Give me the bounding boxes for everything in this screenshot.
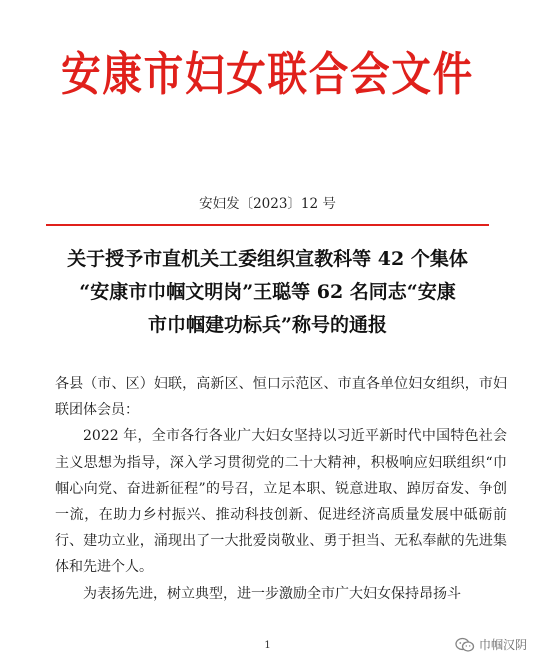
document-title: [34, 243, 501, 342]
addressee-paragraph: 各县（市、区）妇联，高新区、恒口示范区、市直各单位妇女组织，市妇联团体会员：: [55, 376, 507, 419]
document-title-line: 市巾帼建功标兵”称号的通报: [148, 314, 387, 336]
red-divider-line: [46, 224, 489, 226]
document-number: 安妇发〔2023〕12 号: [199, 196, 336, 212]
watermark-text: 巾帼汉阴: [478, 638, 527, 652]
document-body: [55, 371, 507, 607]
document-header-title: 安康市妇女联合会文件: [61, 47, 474, 101]
document-title-line: “安康市巾帼文明岗”王聪等 62 名同志“安康: [79, 281, 456, 303]
page-number: 1: [264, 640, 271, 651]
watermark: [455, 636, 527, 653]
document-title-line: 关于授予市直机关工委组织宣教科等 42 个集体: [67, 248, 468, 270]
wechat-icon: [455, 637, 475, 653]
body-paragraph: 2022 年，全市各行各业广大妇女坚持以习近平新时代中国特色社会主义思想为指导，深入学习贯彻党的二十大精神，积极响应妇联组织“巾帼心向党、奋进新征程”的号召，立足本职、锐意进取、踔厉奋发、争创一流，在助力乡村振兴、推动科技创新、促进经济高质量发展中砥砺前行、建功立业，涌现出了一大批爱岗敬业、勇于担当、无私奉献的先进集体和先进个人。: [55, 428, 507, 576]
body-paragraph: 为表扬先进，树立典型，进一步激励全市广大妇女保持昂扬斗: [83, 585, 461, 602]
